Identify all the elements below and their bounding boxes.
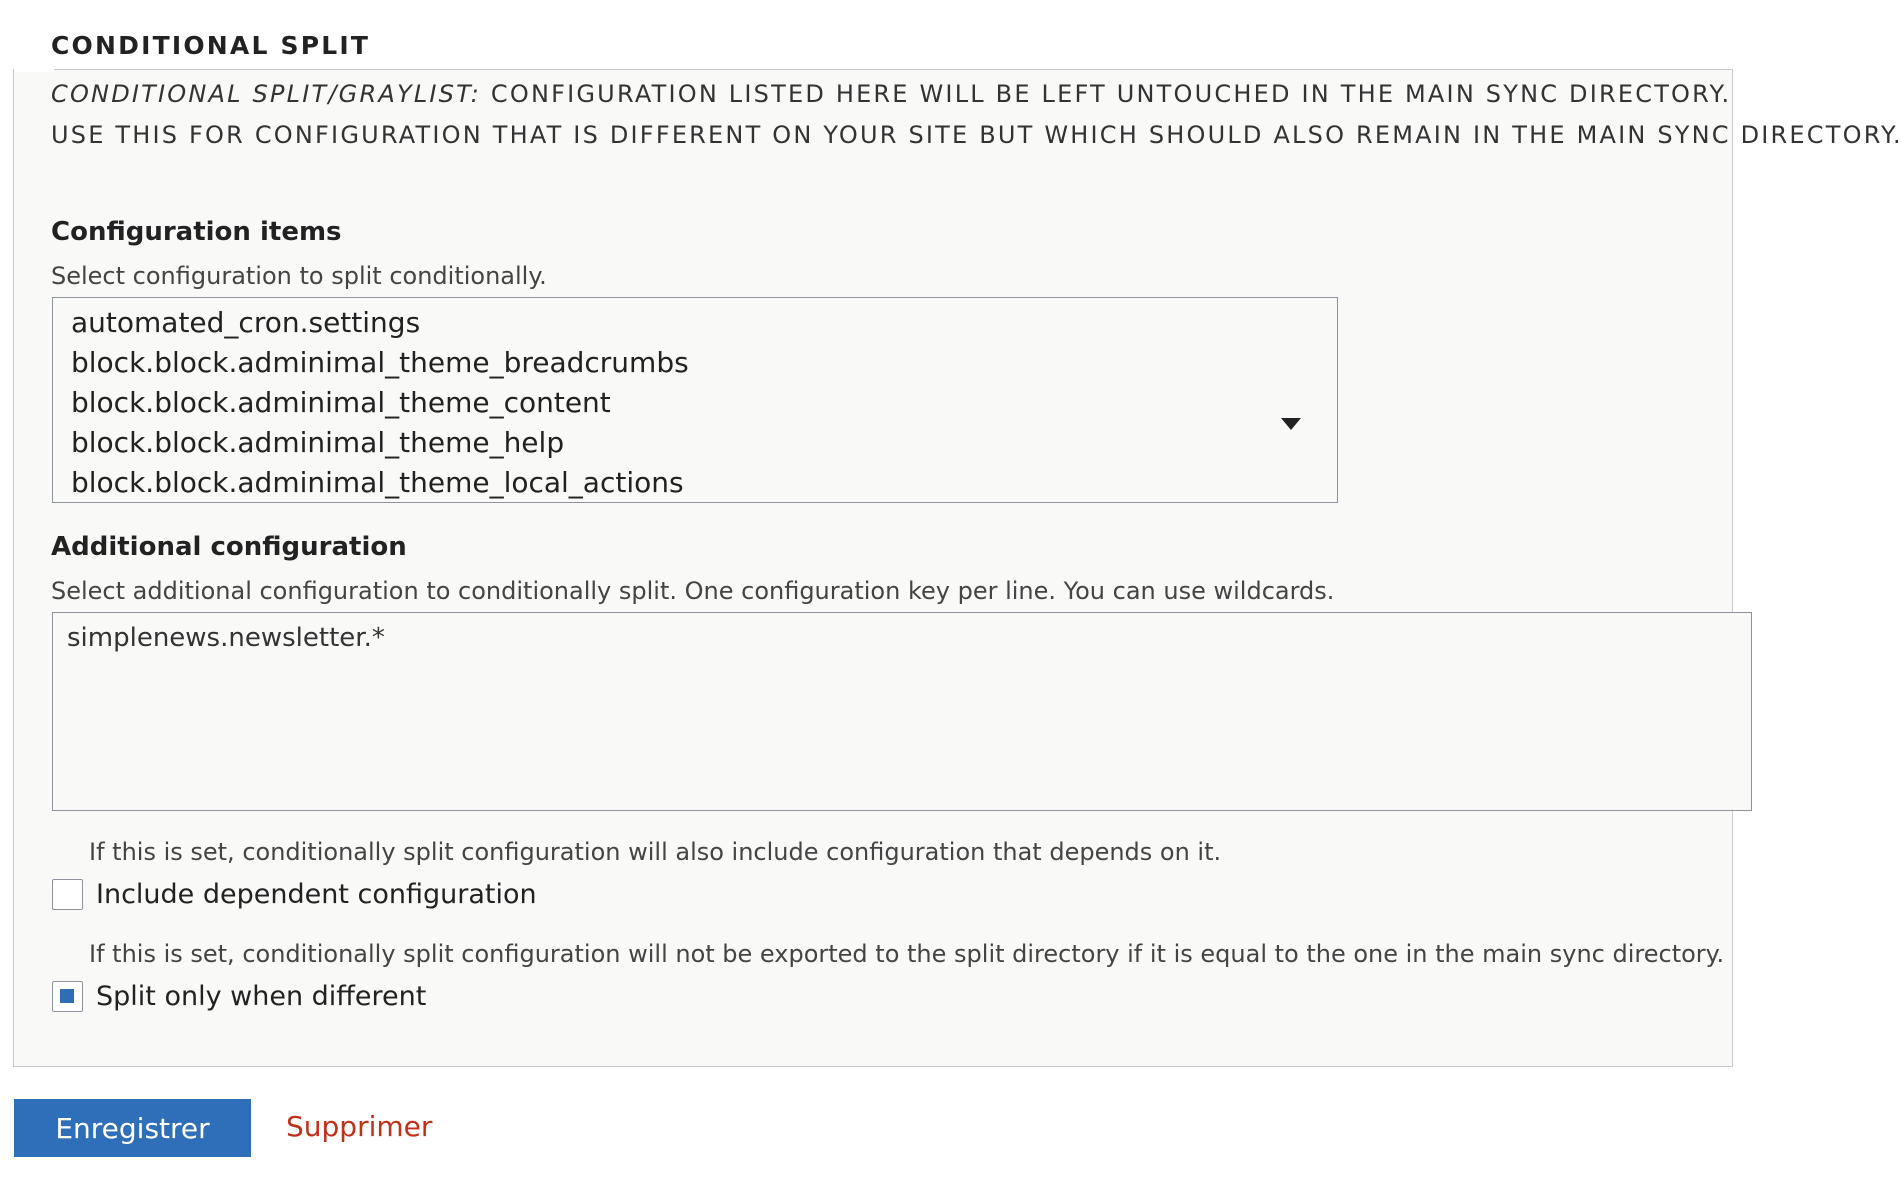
fieldset-legend-gap — [14, 64, 54, 72]
textarea-value[interactable]: simplenews.newsletter.* — [67, 623, 385, 653]
select-option[interactable]: block.block.adminimal_theme_breadcrumbs — [71, 346, 689, 379]
include-dependent-description: If this is set, conditionally split configuration will also include configuration that depends on it. — [89, 838, 1222, 866]
intro-line-2: USE THIS FOR CONFIGURATION THAT IS DIFFERENT ON YOUR SITE BUT WHICH SHOULD ALSO REMAIN IN THE MAIN SYNC DIRECTORY. — [51, 121, 1903, 149]
additional-config-label: Additional configuration — [51, 532, 407, 562]
select-option[interactable]: block.block.adminimal_theme_help — [71, 426, 565, 459]
split-different-checkbox[interactable] — [52, 981, 83, 1012]
intro-rest: CONFIGURATION LISTED HERE WILL BE LEFT UNTOUCHED IN THE MAIN SYNC DIRECTORY. — [490, 80, 1732, 108]
fieldset-legend: CONDITIONAL SPLIT — [51, 31, 371, 60]
additional-config-description: Select additional configuration to conditionally split. One configuration key per line. You can use wildcards. — [51, 577, 1335, 605]
delete-link[interactable]: Supprimer — [286, 1110, 433, 1143]
include-dependent-label[interactable]: Include dependent configuration — [96, 879, 537, 910]
intro-line-1 — [51, 74, 1771, 115]
save-button[interactable]: Enregistrer — [14, 1099, 251, 1157]
select-option[interactable]: automated_cron.settings — [71, 306, 421, 339]
select-option[interactable]: block.block.adminimal_theme_content — [71, 386, 611, 419]
additional-config-textarea[interactable] — [52, 612, 1752, 811]
fieldset-intro — [51, 74, 1903, 156]
split-different-description: If this is set, conditionally split configuration will not be exported to the split directory if it is equal to the one in the main sync directory. — [89, 940, 1725, 968]
config-items-select[interactable] — [52, 297, 1338, 503]
select-option[interactable]: block.block.adminimal_theme_local_actions — [71, 466, 684, 499]
config-items-description: Select configuration to split conditionally. — [51, 262, 547, 290]
caret-down-icon[interactable] — [1281, 418, 1301, 430]
split-different-label[interactable]: Split only when different — [96, 981, 427, 1012]
include-dependent-checkbox[interactable] — [52, 879, 83, 910]
config-items-label: Configuration items — [51, 217, 342, 247]
intro-emphasis: CONDITIONAL SPLIT/GRAYLIST: — [51, 80, 482, 108]
